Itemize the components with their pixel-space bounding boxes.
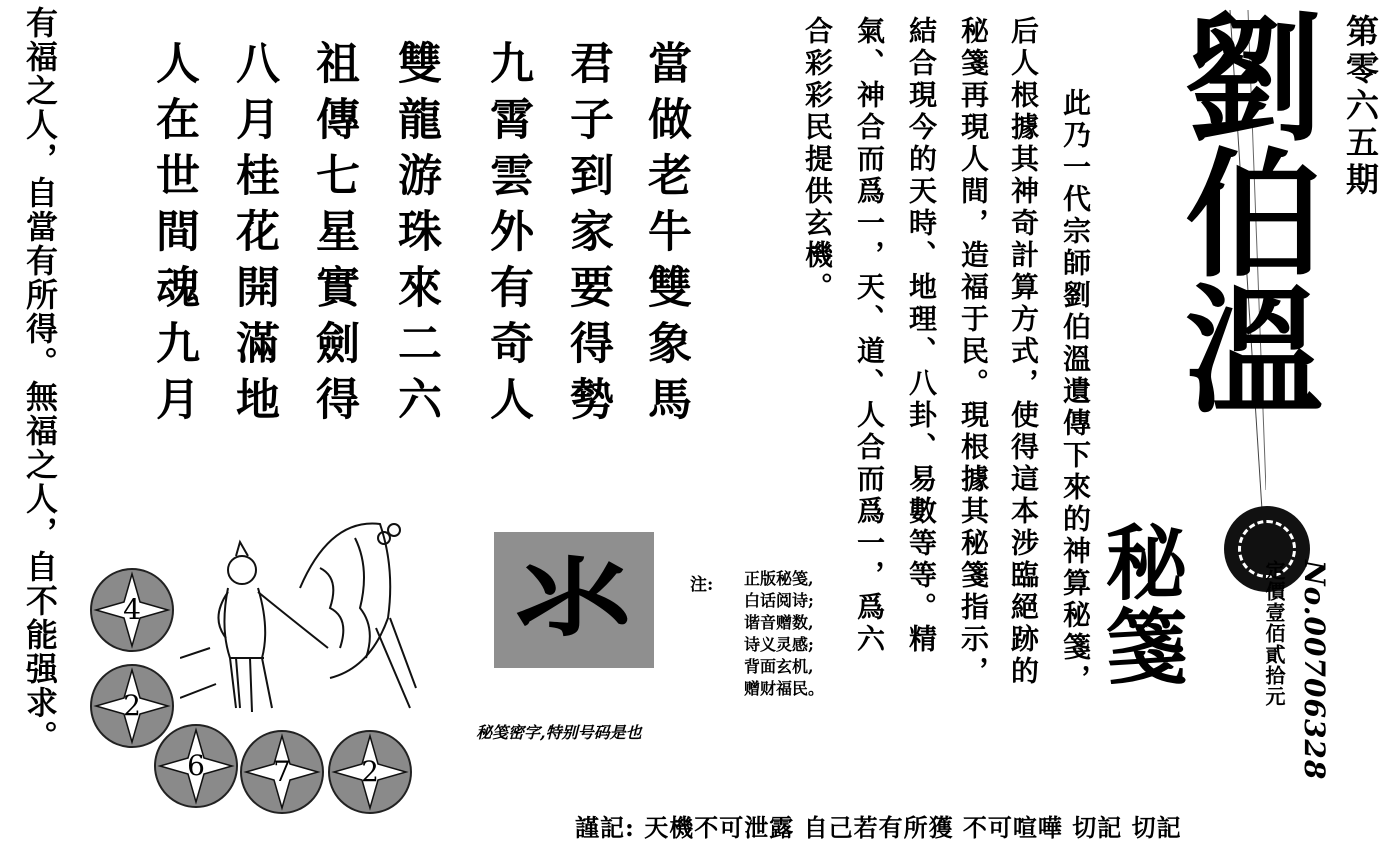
secret-glyph-box (494, 529, 654, 670)
ball-number: 2 (361, 755, 379, 788)
poem-line: 人在世間魂九月 (148, 40, 199, 432)
price-label: 定價壹佰貳拾元 (1262, 560, 1286, 707)
poem-line: 君子到家要得勢 (562, 40, 613, 432)
secret-glyph: 氺 (514, 529, 634, 670)
poem-line: 九霄雲外有奇人 (482, 40, 533, 432)
poem-line: 八月桂花開滿地 (228, 40, 279, 432)
note-label: 注: (690, 575, 714, 595)
note-line: 正版秘笺, (744, 569, 814, 588)
intro-line: 此乃一代宗師劉伯溫遺傳下來的神算秘箋， (1059, 88, 1092, 696)
poem-line: 雙龍游珠來二六 (390, 40, 441, 432)
number-ball (328, 730, 412, 814)
poem-line: 當做老牛雙象馬 (640, 40, 691, 432)
note-line: 谐音赠数, (744, 613, 814, 632)
note-line: 背面玄机, (744, 657, 814, 676)
poem-line: 祖傳七星實劍得 (308, 40, 359, 432)
note-line: 白话阅诗; (744, 591, 814, 610)
page-title: 劉伯溫 (1162, 6, 1325, 414)
intro-line: 后人根據其神奇計算方式，使得這本涉臨絕跡的 (1007, 16, 1040, 688)
serial-number: No.00706328 (1298, 560, 1331, 781)
issue-number: 第零六五期 (1341, 14, 1380, 199)
intro-line: 合彩彩民提供玄機。 (801, 16, 834, 304)
intro-line: 秘箋再現人間，造福于民。現根據其秘箋指示， (957, 16, 990, 688)
page-subtitle: 秘箋 (1092, 520, 1188, 688)
notes-list (744, 568, 824, 700)
ball-number: 7 (273, 755, 291, 788)
note-line: 诗义灵感; (744, 635, 814, 654)
number-ball (240, 730, 324, 814)
sage-illustration (180, 508, 420, 720)
note-line: 赠财福民。 (744, 679, 825, 698)
ball-number: 4 (123, 593, 141, 626)
ball-number: 2 (123, 689, 141, 722)
caption-text: 秘笺密字,特别号码是也 (476, 723, 642, 742)
warning-text: 謹記: 天機不可泄露 自己若有所獲 不可喧嘩 切記 切記 (575, 813, 1182, 842)
ball-number: 6 (187, 749, 205, 782)
number-ball (154, 724, 238, 808)
intro-line: 結合現今的天時、地理、八卦、易數等等。精 (905, 16, 938, 656)
left-column-text: 有福之人，自當有所得。無福之人，自不能强求。 (21, 6, 59, 754)
number-ball (90, 568, 174, 652)
intro-line: 氣、神合而爲一，天、道、人合而爲一，爲六 (853, 16, 886, 656)
